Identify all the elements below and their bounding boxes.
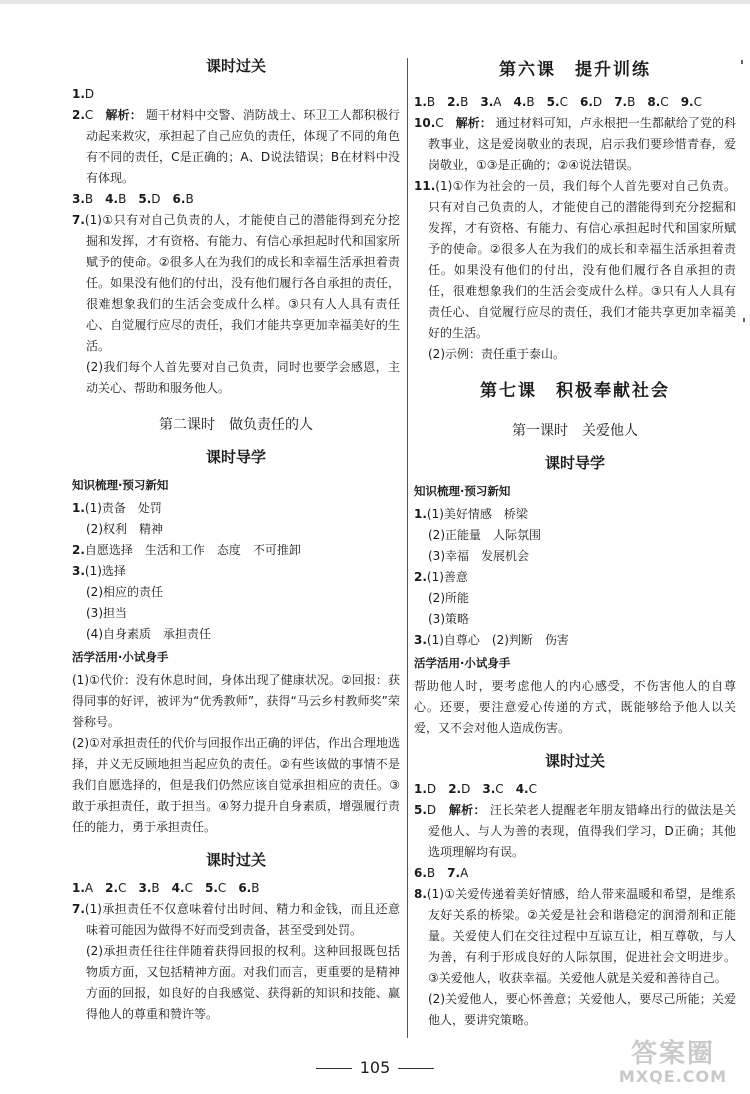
- answer-item: 7.(1)①只有对自己负责的人，才能使自己的潜能得到充分挖掘和发挥，才有资格、有能力、有信心承担起时代和国家所赋予的使命。②很多人在为我们的成长和幸福生活承担着责任。如果没有他们的付出，没有他们履行各自承担的责任，很难想象我们的生活会变成什么样。③只有人人具有责任心、自觉履行应尽的责任，我们才能共享更加幸福美好的生活。: [72, 213, 400, 353]
- answer-item: (3)策略: [428, 612, 469, 626]
- answer-item: 2.(1)善意: [414, 570, 468, 584]
- answer-item: 1.(1)责备 处罚: [72, 501, 162, 515]
- answer-row: 3.B 4.B 5.D 6.B: [72, 192, 194, 206]
- section-title: 课时过关: [205, 57, 266, 75]
- section-title: 课时过关: [205, 851, 266, 869]
- page-number-value: 105: [359, 1058, 391, 1077]
- answer-item: (1)①代价：没有休息时间，身体出现了健康状况。②回报：获得同事的好评，被评为“优秀教师”，获得“马云乡村教师奖”荣誉称号。: [72, 673, 400, 729]
- lesson-subtitle: 第一课时 关爱他人: [512, 423, 638, 439]
- answer-item: (2)相应的责任: [86, 585, 163, 599]
- answer-item: 1.(1)美好情感 桥梁: [414, 507, 528, 521]
- answer-item: (2)所能: [428, 591, 469, 605]
- answer-item: 2.C 解析： 题干材料中交警、消防战士、环卫工人都积极行动起来救灾，承担起了自己应负的责任，体现了不同的角色有不同的责任，C是正确的；A、D说法错误；B在材料中没有体现。: [72, 108, 400, 185]
- answer-item: (2)①对承担责任的代价与回报作出正确的评估，作出合理地选择，并义无反顾地担当起应负的责任。②有些该做的事情不是我们自愿选择的，但是我们仍然应该自觉承担相应的责任。③敢于承担责任，敢于担当。④努力提升自身素质，增强履行责任的能力，勇于承担责任。: [72, 736, 400, 834]
- section-heading: 活学活用·小试身手: [72, 650, 169, 664]
- answer-item: 3.(1)自尊心 (2)判断 伤害: [414, 633, 569, 647]
- watermark-url: MXQE.COM: [618, 1067, 728, 1086]
- answer-row: 6.B 7.A: [414, 866, 469, 880]
- section-title: 课时导学: [544, 454, 605, 472]
- page-number-rule: [398, 1068, 434, 1069]
- watermark-logo: [612, 1040, 734, 1088]
- answer-item: 7.(1)承担责任不仅意味着付出时间、精力和金钱，而且还意味着可能因为做得不好而受到责备，甚至受到处罚。: [72, 902, 400, 937]
- answer-item: (2)承担责任往往伴随着获得回报的权利。这种回报既包括物质方面，又包括精神方面。对我们而言，更重要的是精神方面的回报，如良好的自我感觉、获得新的知识和技能、赢得他人的尊重和赞许等。: [86, 944, 400, 1021]
- column-divider: [407, 58, 408, 1038]
- edge-mark: [743, 318, 745, 322]
- section-heading: 活学活用·小试身手: [414, 656, 511, 670]
- answer-item: (2)权利 精神: [86, 522, 163, 536]
- answer-row: 1.A 2.C 3.B 4.C 5.C 6.B: [72, 881, 260, 895]
- lesson-title: 第七课 积极奉献社会: [480, 381, 670, 401]
- answer-item: 2.自愿选择 生活和工作 态度 不可推卸: [72, 543, 301, 557]
- left-column: [72, 52, 400, 1025]
- answer-item: 10.C 解析： 通过材料可知，卢永根把一生都献给了党的科教事业，这是爱岗敬业的表现，启示我们要珍惜青春，爱岗敬业，①③是正确的；②④说法错误。: [414, 116, 736, 172]
- section-title: 课时导学: [205, 448, 266, 466]
- top-edge: [0, 0, 750, 4]
- answer-item: (2)示例：责任重于泰山。: [428, 347, 565, 361]
- answer-item: 5.D 解析： 汪长荣老人提醒老年朋友错峰出行的做法是关爱他人、与人为善的表现，值得我们学习，D正确；其他选项理解均有误。: [414, 803, 736, 859]
- answer-row: 1.B 2.B 3.A 4.B 5.C 6.D 7.B 8.C 9.C: [414, 95, 702, 109]
- answer-item: 1.D: [72, 87, 95, 101]
- answer-item: (3)幸福 发展机会: [428, 549, 529, 563]
- answer-row: 1.D 2.D 3.C 4.C: [414, 782, 538, 796]
- answer-item: (2)关爱他人，要心怀善意；关爱他人，要尽己所能；关爱他人，要讲究策略。: [428, 992, 736, 1027]
- section-heading: 知识梳理·预习新知: [72, 478, 169, 492]
- lesson-title: 第六课 提升训练: [499, 60, 651, 80]
- answer-item: (2)我们每个人首先要对自己负责，同时也要学会感恩，主动关心、帮助和服务他人。: [86, 360, 400, 395]
- answer-item: (3)担当: [86, 606, 127, 620]
- answer-item: (4)自身素质 承担责任: [86, 627, 211, 641]
- page-number-rule: [316, 1068, 352, 1069]
- section-title: 课时过关: [544, 752, 605, 770]
- answer-item: 8.(1)①关爱传递着美好情感，给人带来温暖和希望，是维系友好关系的桥梁。②关爱是社会和谐稳定的润滑剂和正能量。关爱使人们在交往过程中互谅互让，相互尊敬，与人为善，有利于形成良好的人际氛围，促进社会文明进步。③关爱他人，收获幸福。关爱他人就是关爱和善待自己。: [414, 887, 736, 985]
- section-heading: 知识梳理·预习新知: [414, 484, 511, 498]
- answer-item: 11.(1)①作为社会的一员，我们每个人首先要对自己负责。只有对自己负责的人，才能使自己的潜能得到充分挖掘和发挥，才有资格、有能力、有信心承担起时代和国家所赋予的使命。②很多人在为我们的成长和幸福生活承担着责任。如果没有他们的付出，没有他们履行各自承担的责任，很难想象我们的生活会变成什么样。③只有人人具有责任心、自觉履行应尽的责任，我们才能共享更加幸福美好的生活。: [414, 179, 736, 340]
- answer-item: 3.(1)选择: [72, 564, 126, 578]
- answer-item: (2)正能量 人际氛围: [428, 528, 541, 542]
- edge-mark: [741, 60, 743, 64]
- lesson-subtitle: 第二课时 做负责任的人: [159, 417, 313, 433]
- answer-item: 帮助他人时，要考虑他人的内心感受，不伤害他人的自尊心。还要，要注意爱心传递的方式，既能够给予他人以关爱，又不会对他人造成伤害。: [414, 679, 736, 735]
- watermark-text: 答案圈: [630, 1039, 715, 1069]
- right-column: [414, 52, 736, 1031]
